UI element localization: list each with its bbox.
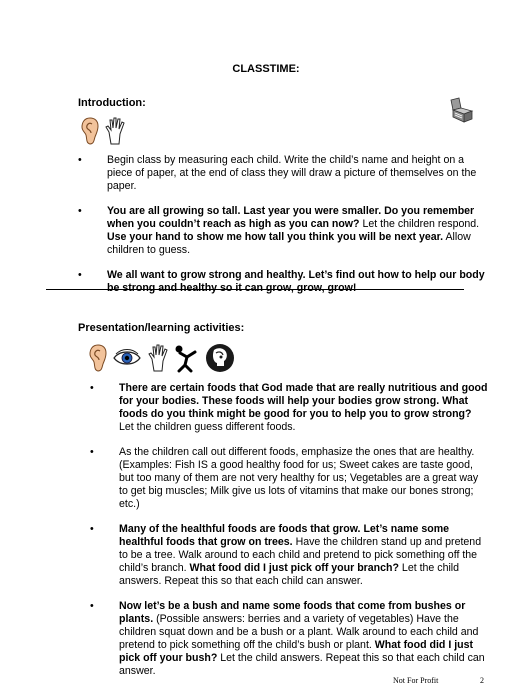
list-item-text bbox=[119, 382, 488, 433]
text-run: Let the child answers. Repeat this so that each child can answer. bbox=[119, 652, 485, 677]
text-run: As the children call out different foods, emphasize the ones that are healthy. (Examples: Fish IS a good healthy food for us; Sweet cakes are taste good, but too many of them are not very healthy for us; Vegetables are a great way to get big muscles; Milk give us lots of vitamins that make our bones strong; etc.) bbox=[119, 446, 479, 510]
bold-text-run: Now let’s be a bush and name some foods that come from bushes or plants. bbox=[119, 600, 466, 625]
bold-text-run: You are all growing so tall. Last year you were smaller. Do you remember when you couldn’t reach as high as you can now? bbox=[107, 205, 475, 230]
bold-text-run: Use your hand to show me how tall you think you will be next year. bbox=[107, 231, 444, 243]
list-item-text bbox=[107, 205, 479, 256]
presentation-list bbox=[90, 382, 488, 690]
list-item-text bbox=[107, 269, 485, 294]
list-item bbox=[78, 154, 490, 193]
text-run: Allow children to guess. bbox=[107, 231, 471, 256]
page-title: CLASSTIME: bbox=[232, 63, 300, 75]
bold-text-run: We all want to grow strong and healthy. Let’s find out how to help our body be strong and healthy so it can grow, grow, grow! bbox=[107, 269, 485, 294]
footer-note: Not For Profit bbox=[393, 676, 439, 685]
section-divider bbox=[46, 289, 464, 290]
hand-icon bbox=[147, 343, 169, 373]
text-run: Have the children stand up and pretend to be a tree. Walk around to each child and pretend to pick something off the child’s branch. bbox=[119, 536, 482, 574]
introduction-heading: Introduction: bbox=[78, 97, 146, 109]
presentation-heading: Presentation/learning activities: bbox=[78, 322, 245, 334]
text-run: Let the child answers. Repeat this so that each child can answer. bbox=[119, 562, 460, 587]
list-item-text bbox=[119, 446, 478, 510]
desk-chair-icon bbox=[446, 97, 476, 123]
presentation-icons bbox=[88, 342, 236, 374]
introduction-list bbox=[78, 154, 490, 307]
text-run: Begin class by measuring each child. Write the child’s name and height on a piece of paper, at the end of class they will draw a picture of themselves on the paper. bbox=[107, 154, 477, 192]
list-item bbox=[90, 446, 488, 511]
list-item bbox=[78, 205, 490, 257]
bold-text-run: There are certain foods that God made that are really nutritious and good for your bodies. These foods will help your bodies grow strong. What foods do you think might be good for you to help you to grow strong? bbox=[119, 382, 488, 420]
bold-text-run: What food did I just pick off your bush? bbox=[119, 639, 474, 664]
list-item-text bbox=[107, 154, 476, 192]
text-run: Let the children guess different foods. bbox=[119, 421, 296, 433]
stretching-figure-icon bbox=[173, 343, 199, 373]
list-item-text bbox=[119, 523, 481, 587]
text-run: Let the children respond. bbox=[359, 218, 480, 230]
bold-text-run: Many of the healthful foods are foods that grow. Let’s name some healthful foods that grow on trees. bbox=[119, 523, 450, 548]
introduction-icons bbox=[80, 116, 126, 146]
thinking-head-icon bbox=[204, 342, 236, 374]
bold-text-run: What food did I just pick off your branch? bbox=[189, 562, 399, 574]
hand-icon bbox=[104, 116, 126, 146]
list-item-text bbox=[119, 600, 485, 677]
list-item bbox=[78, 269, 490, 295]
list-item bbox=[90, 382, 488, 434]
text-run: (Possible answers: berries and a variety of vegetables) Have the children squat down and be a bush or a plant. Walk around to each child and pretend to pick something off the child’s bush or plant. bbox=[119, 613, 479, 651]
eye-icon bbox=[112, 348, 142, 368]
list-item bbox=[90, 523, 488, 588]
ear-icon bbox=[88, 343, 108, 373]
page-number: 2 bbox=[480, 676, 484, 685]
ear-icon bbox=[80, 116, 100, 146]
list-item bbox=[90, 600, 488, 678]
